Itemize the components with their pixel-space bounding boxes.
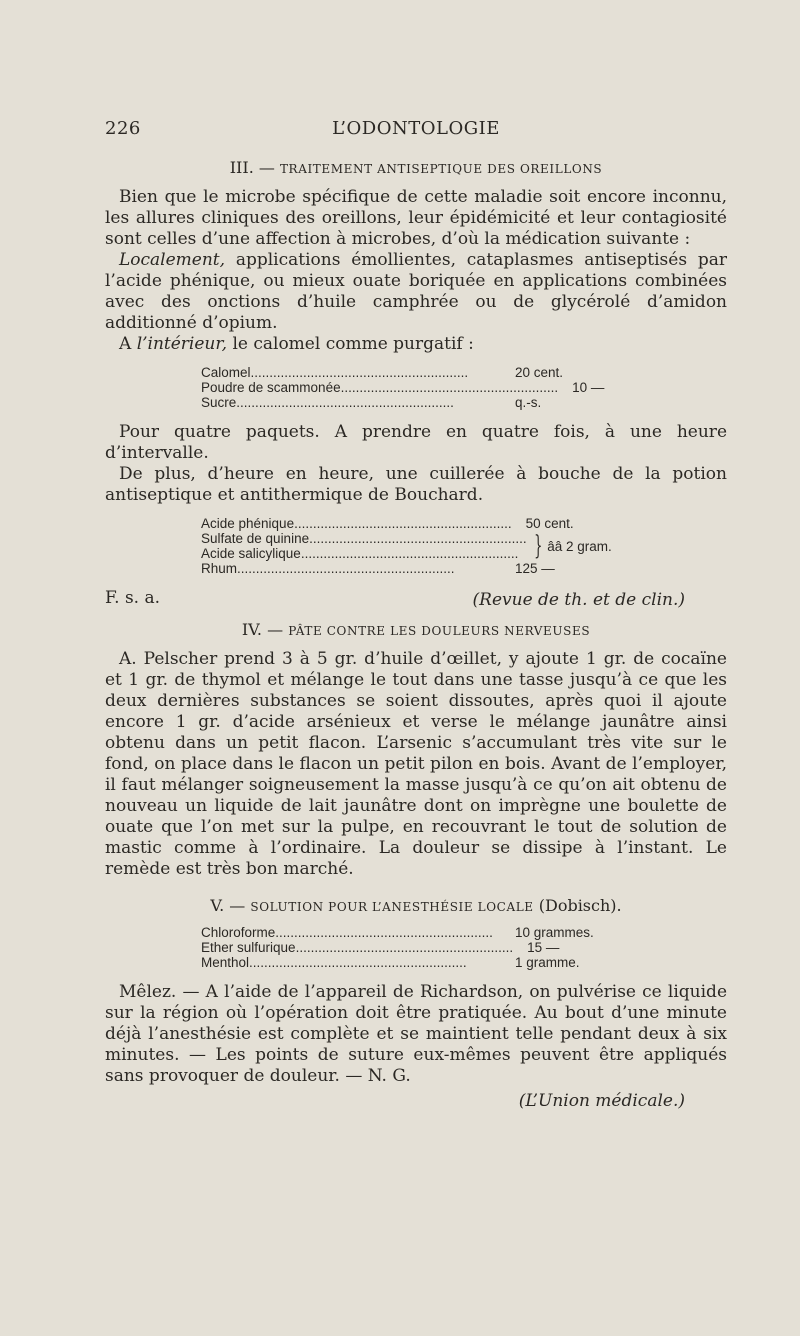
ingredient-quantity: 10 grammes.: [515, 925, 594, 940]
recipe-row: [201, 380, 621, 395]
journal-title: L’ODONTOLOGIE: [332, 118, 500, 139]
recipe-anesthesia: [201, 925, 621, 970]
emphasis-interieur: l’intérieur,: [136, 334, 228, 354]
ingredient-name: Acide salicylique..........................................................: [201, 546, 519, 561]
section-5-heading: SOLUTION POUR L’ANESTHÉSIE LOCALE: [250, 900, 534, 914]
section-3-numeral: III. —: [229, 158, 280, 177]
ingredient-name: Calomel..........................................................: [201, 365, 469, 380]
section-3-heading: TRAITEMENT ANTISEPTIQUE DES OREILLONS: [279, 162, 603, 176]
ingredient-name: Sucre..........................................................: [201, 395, 454, 410]
section-5-author: (Dobisch).: [533, 896, 622, 915]
emphasis-localement: Localement,: [119, 250, 226, 270]
ingredient-quantity: 10 —: [572, 380, 605, 395]
section-4-paragraph-1: A. Pelscher prend 3 à 5 gr. d’huile d’œillet, y ajoute 1 gr. de cocaïne et 1 gr. de thymol et mélange le tout dans une tasse jusqu’à ce que les deux dernières substances se soient dissoutes, après quoi il ajoute encore 1 gr. d’acide arsénieux et verse le mélange jaunâtre ainsi obtenu dans un petit flacon. L’arsenic s’accumulant très vite sur le fond, on place dans le flacon un petit pilon en bois. Avant de l’employer, il faut mélanger soigneusement la masse jusqu’à ce qu’on ait obtenu de nouveau un liquide de lait jaunâtre dont on imprègne une boulette de ouate que l’on met sur la pulpe, en recouvrant le tout de solution de mastic comme à l’ordinaire. La douleur se dissipe à l’instant. Le remède est très bon marché.: [105, 649, 727, 879]
ingredient-quantity: 15 —: [527, 940, 560, 955]
section-3-paragraph-3: A l’intérieur, le calomel comme purgatif :: [119, 334, 474, 354]
recipe-row: [201, 395, 621, 410]
recipe-bouchard-potion: [201, 516, 621, 576]
ingredient-name: Ether sulfurique..........................................................: [201, 940, 514, 955]
section-3-paragraph-4: Pour quatre paquets. A prendre en quatre fois, à une heure d’intervalle.: [105, 422, 727, 463]
recipe-calomel: [201, 365, 621, 410]
fsa-line: [105, 588, 727, 610]
brace-symbol: }: [533, 531, 543, 561]
section-3-paragraph-2: Localement, applications émollientes, cataplasmes antiseptisés par l’acide phénique, ou mieux ouate boriquée en applications combinées avec des onctions d’huile camphrée ou de glycérolé d’amidon additionné d’opium.: [105, 250, 727, 333]
recipe-row: [201, 516, 621, 531]
ingredient-name: Menthol..........................................................: [201, 955, 467, 970]
recipe-row: [201, 365, 621, 380]
section-4-numeral: IV. —: [241, 620, 289, 639]
ingredient-name: Acide phénique..........................................................: [201, 516, 512, 531]
section-3-paragraph-5: De plus, d’heure en heure, une cuillerée à bouche de la potion antiseptique et antithermique de Bouchard.: [105, 464, 727, 505]
section-4-heading: PÂTE CONTRE LES DOULEURS NERVEUSES: [288, 624, 591, 638]
fsa-abbreviation: F. s. a.: [105, 588, 161, 608]
section-4-title: [105, 620, 727, 639]
section-5-numeral: V. —: [210, 896, 251, 915]
recipe-row: [201, 940, 621, 955]
ingredient-name: Rhum..........................................................: [201, 561, 455, 576]
ingredient-quantity: q.-s.: [515, 395, 542, 410]
ingredient-quantity: ââ 2 gram.: [547, 538, 612, 554]
section-5-title: [105, 896, 727, 915]
running-head: [105, 118, 727, 148]
source-citation: (Revue de th. et de clin.): [472, 590, 685, 610]
recipe-brace-group: [201, 531, 621, 561]
ingredient-quantity: 20 cent.: [515, 365, 564, 380]
source-citation: (L’Union médicale.): [518, 1091, 685, 1111]
ingredient-name: Sulfate de quinine..........................................................: [201, 531, 527, 546]
ingredient-name: Chloroforme..........................................................: [201, 925, 493, 940]
section-3-title: [105, 158, 727, 177]
ingredient-name: Poudre de scammonée..........................................................: [201, 380, 559, 395]
page-number: 226: [105, 118, 141, 139]
section-3-paragraph-1: Bien que le microbe spécifique de cette maladie soit encore inconnu, les allures cliniques des oreillons, leur épidémicité et leur contagiosité sont celles d’une affection à microbes, d’où la médication suivante :: [105, 187, 727, 249]
recipe-row: [201, 925, 621, 940]
section-5-paragraph-1: Mêlez. — A l’aide de l’appareil de Richardson, on pulvérise ce liquide sur la région où l’opération doit être pratiquée. Au bout d’une minute déjà l’anesthésie est complète et se maintient telle pendant deux à six minutes. — Les points de suture eux-mêmes peuvent être appliqués sans provoquer de douleur. — N. G.: [105, 982, 727, 1086]
recipe-row: [201, 561, 621, 576]
ingredient-quantity: 125 —: [515, 561, 555, 576]
recipe-row: [201, 955, 621, 970]
ingredient-quantity: 1 gramme.: [515, 955, 580, 970]
page-content: [105, 118, 727, 1111]
ingredient-quantity: 50 cent.: [525, 516, 574, 531]
